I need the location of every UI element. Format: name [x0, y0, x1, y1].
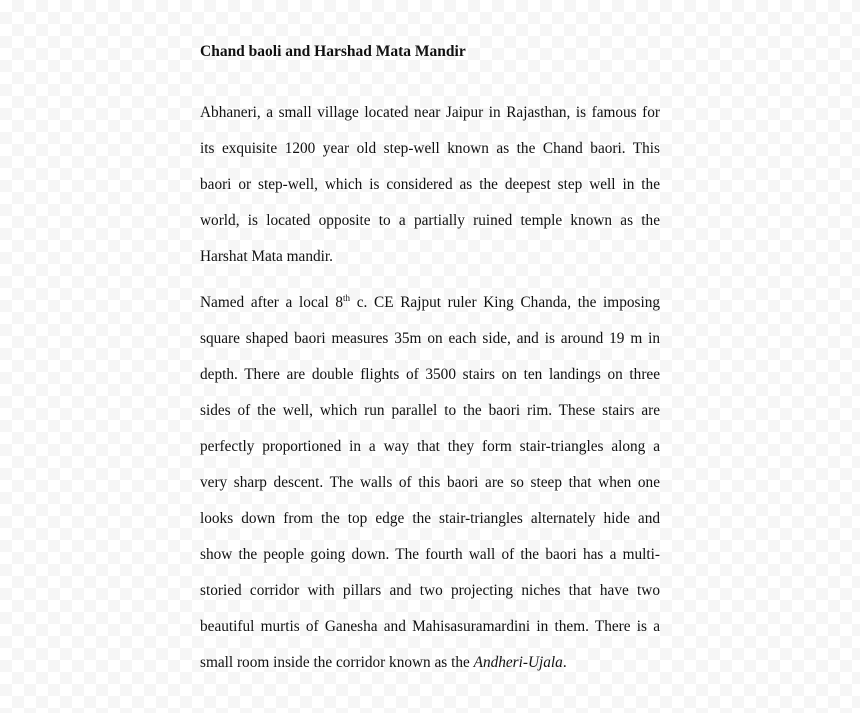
ordinal-superscript: th: [343, 293, 351, 303]
paragraph-line: its exquisite 1200 year old step-well known as the Chand baori. This: [200, 140, 660, 157]
paragraph-line: show the people going down. The fourth wall of the baori has a multi-: [200, 546, 660, 563]
paragraph-line: storied corridor with pillars and two projecting niches that have two: [200, 582, 660, 599]
paragraph-2: [200, 285, 660, 681]
line-text: c. CE Rajput ruler King Chanda, the imposing: [350, 294, 660, 311]
paragraph-line: very sharp descent. The walls of this baori are so steep that when one: [200, 474, 660, 491]
paragraph-line: [200, 645, 660, 681]
paragraph-line: depth. There are double flights of 3500 stairs on ten landings on three: [200, 366, 660, 383]
paragraph-line: looks down from the top edge the stair-triangles alternately hide and: [200, 510, 660, 527]
paragraph-1: [200, 95, 660, 275]
paragraph-line: world, is located opposite to a partially ruined temple known as the: [200, 212, 660, 229]
paragraph-line: beautiful murtis of Ganesha and Mahisasuramardini in them. There is a: [200, 618, 660, 635]
paragraph-line: Harshat Mata mandir.: [200, 248, 333, 265]
line-text: .: [562, 654, 567, 671]
document-title: Chand baoli and Harshad Mata Mandir: [200, 43, 466, 60]
paragraph-line: [200, 285, 660, 321]
paragraph-line: perfectly proportioned in a way that they form stair-triangles along a: [200, 438, 660, 455]
paragraph-line: sides of the well, which run parallel to the baori rim. These stairs are: [200, 402, 660, 419]
line-text: Named after a local 8: [200, 294, 344, 311]
paragraph-line: Abhaneri, a small village located near Jaipur in Rajasthan, is famous for: [200, 104, 660, 121]
document-body: [200, 40, 660, 671]
paragraph-line: square shaped baori measures 35m on each side, and is around 19 m in: [200, 330, 660, 347]
line-text: small room inside the corridor known as the: [200, 654, 474, 671]
italic-term: Andheri-Ujala: [473, 654, 563, 671]
paragraph-line: baori or step-well, which is considered as the deepest step well in the: [200, 176, 660, 193]
